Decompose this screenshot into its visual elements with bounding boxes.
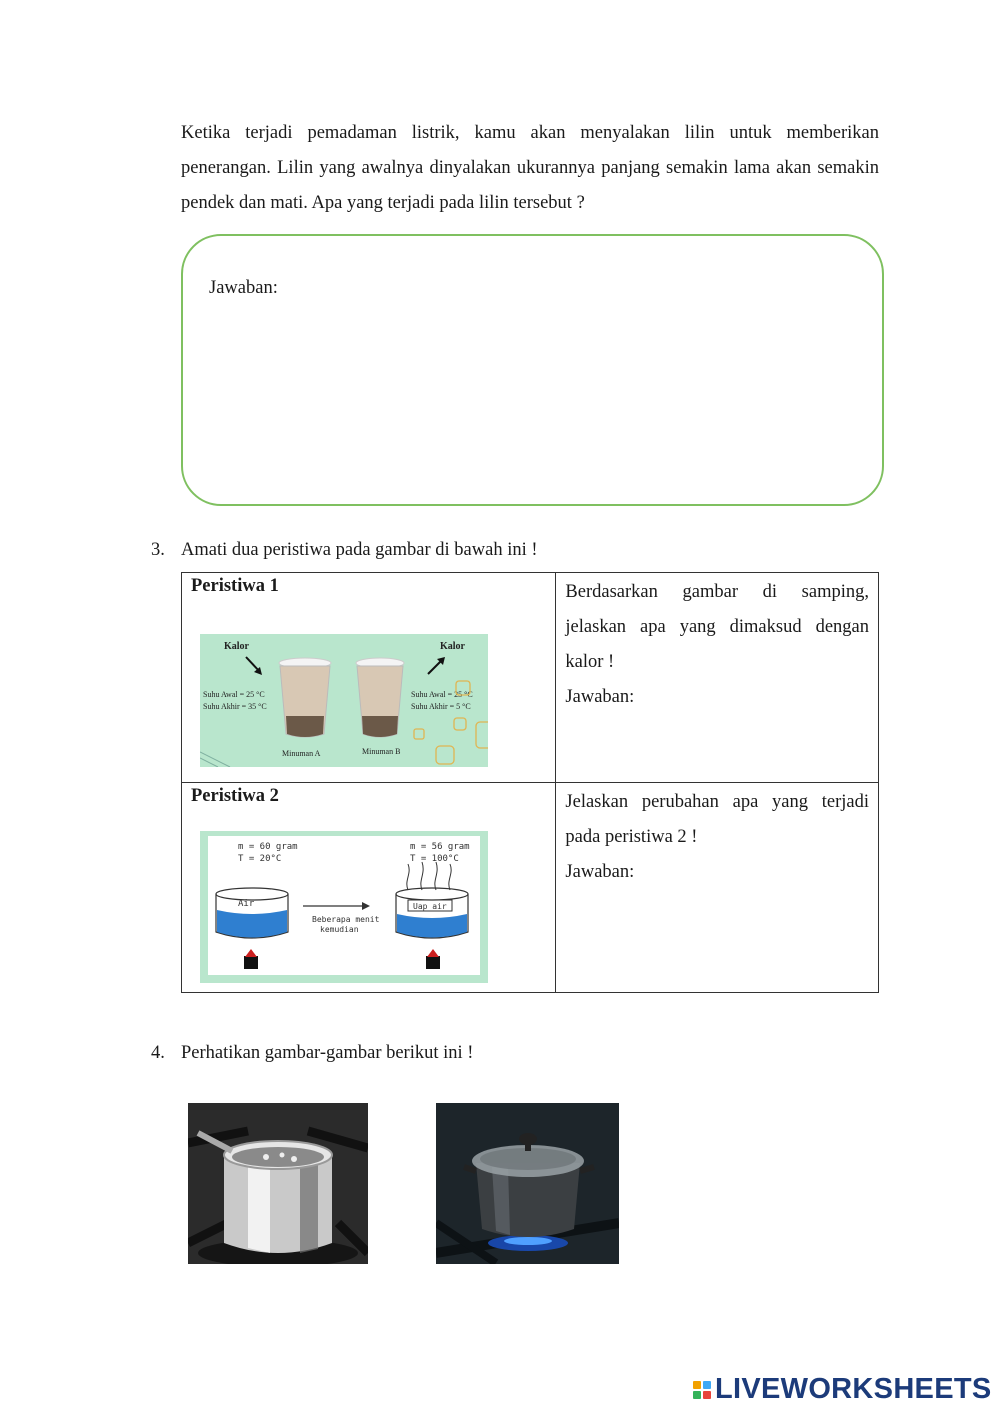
cup-b-label: Minuman B <box>362 747 401 756</box>
table-row <box>182 573 879 783</box>
answer-label: Jawaban: <box>209 278 278 298</box>
cup-b-final-temp: Suhu Akhir = 5 °C <box>411 702 471 711</box>
cup-b-initial-temp: Suhu Awal = 25 °C <box>411 690 473 699</box>
cup-a-final-temp: Suhu Akhir = 35 °C <box>203 702 267 711</box>
right-temp-label: T = 100°C <box>410 854 459 864</box>
left-water-label: Air <box>238 899 255 909</box>
cup-a-icon <box>279 658 331 737</box>
boiling-pot-covered-photo <box>436 1103 619 1264</box>
event-1-cell <box>182 573 556 783</box>
event-2-cell <box>182 783 556 993</box>
event-2-question: Jelaskan perubahan apa yang terjadi pada peristiwa 2 ! <box>565 792 869 847</box>
question-4-number: 4. <box>151 1043 165 1063</box>
kalor-right-label: Kalor <box>440 641 465 652</box>
event-2-question-cell[interactable] <box>556 783 879 993</box>
left-beaker-icon <box>216 888 288 938</box>
arrow-caption-line2: kemudian <box>320 925 359 934</box>
left-burner-icon <box>244 949 258 969</box>
logo-text: LIVEWORKSHEETS <box>715 1373 992 1405</box>
arrow-in-icon <box>246 657 262 675</box>
steam-icon <box>407 862 451 890</box>
question-3-table <box>181 572 879 993</box>
event-2-figure <box>200 831 488 983</box>
covered-pot-image <box>436 1103 619 1264</box>
table-row <box>182 783 879 993</box>
answer-box[interactable] <box>181 234 884 506</box>
question-3-text: Amati dua peristiwa pada gambar di bawah ini ! <box>181 540 538 560</box>
event-1-answer-label: Jawaban: <box>565 687 635 707</box>
question-3-number: 3. <box>151 540 165 560</box>
event-1-figure <box>200 634 488 767</box>
right-burner-icon <box>426 949 440 969</box>
right-mass-label: m = 56 gram <box>410 842 470 852</box>
arrow-caption-line1: Beberapa menit <box>312 915 380 924</box>
event-2-title: Peristiwa 2 <box>191 786 279 806</box>
cup-a-label: Minuman A <box>282 749 321 758</box>
cup-a-initial-temp: Suhu Awal = 25 °C <box>203 690 265 699</box>
right-steam-label: Uap air <box>413 902 447 911</box>
left-temp-label: T = 20°C <box>238 854 282 864</box>
heat-drinks-illustration <box>200 634 488 767</box>
event-1-question-cell[interactable] <box>556 573 879 783</box>
right-beaker-icon <box>396 888 468 938</box>
cup-b-icon <box>356 658 404 737</box>
kalor-left-label: Kalor <box>224 641 249 652</box>
open-pot-image <box>188 1103 368 1264</box>
left-mass-label: m = 60 gram <box>238 842 298 852</box>
process-arrow-icon <box>303 902 370 910</box>
arrow-out-icon <box>428 657 445 674</box>
event-2-answer-label: Jawaban: <box>565 862 635 882</box>
question-4-text: Perhatikan gambar-gambar berikut ini ! <box>181 1043 474 1063</box>
event-1-question: Berdasarkan gambar di samping, jelaskan apa yang dimaksud dengan kalor ! <box>565 582 869 672</box>
boiling-water-illustration <box>208 836 480 975</box>
liveworksheets-logo <box>693 1373 992 1406</box>
event-1-title: Peristiwa 1 <box>191 576 279 596</box>
boiling-pot-open-photo <box>188 1103 368 1264</box>
intro-paragraph: Ketika terjadi pemadaman listrik, kamu akan menyalakan lilin untuk memberikan penerangan. Lilin yang awalnya dinyalakan ukurannya panjang semakin lama akan semakin pendek dan mati. Apa yang terjadi pada lilin tersebut ? <box>181 123 879 213</box>
logo-grid-icon <box>693 1381 711 1399</box>
